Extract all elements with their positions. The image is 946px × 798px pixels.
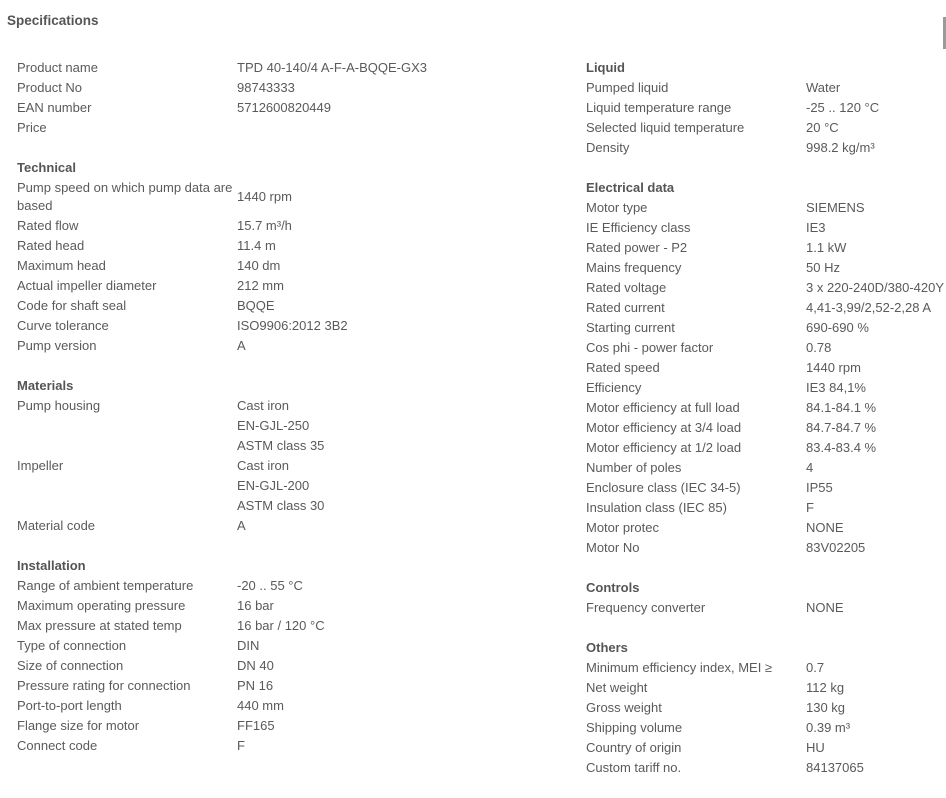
spec-label: Type of connection xyxy=(17,638,127,653)
section-title: Controls xyxy=(586,580,640,595)
spec-value: 212 mm xyxy=(237,278,284,293)
spec-value: TPD 40-140/4 A-F-A-BQQE-GX3 xyxy=(237,60,428,75)
controls-section xyxy=(586,578,946,618)
spec-value: Cast iron xyxy=(237,458,290,473)
spec-label: Product No xyxy=(17,80,83,95)
spec-row xyxy=(17,296,577,316)
spec-value-list xyxy=(237,396,324,456)
spec-value: 690-690 % xyxy=(806,320,869,335)
spec-label: Net weight xyxy=(586,680,648,695)
spec-row xyxy=(586,418,946,438)
spec-row xyxy=(586,498,946,518)
spec-value: 440 mm xyxy=(237,698,284,713)
spec-row xyxy=(586,538,946,558)
spec-value: ASTM class 35 xyxy=(237,438,325,453)
spec-value: 1440 rpm xyxy=(237,189,292,204)
spec-label: Pump speed on which pump data are based xyxy=(17,180,233,213)
spec-row xyxy=(586,678,946,698)
spec-label: Starting current xyxy=(586,320,675,335)
spec-row xyxy=(17,396,577,456)
liquid-section xyxy=(586,58,946,158)
spec-value: 83.4-83.4 % xyxy=(806,440,877,455)
spec-row xyxy=(586,118,946,138)
spec-label: Rated current xyxy=(586,300,665,315)
spec-value: HU xyxy=(806,740,825,755)
spec-value: 4 xyxy=(806,460,814,475)
spec-value: 16 bar / 120 °C xyxy=(237,618,325,633)
spec-label: Port-to-port length xyxy=(17,698,122,713)
spec-label: Rated power - P2 xyxy=(586,240,688,255)
spec-label: Material code xyxy=(17,518,96,533)
spec-label: Number of poles xyxy=(586,460,682,475)
spec-row xyxy=(586,338,946,358)
spec-row xyxy=(586,458,946,478)
spec-row xyxy=(17,216,577,236)
spec-label: Rated speed xyxy=(586,360,660,375)
spec-value: -20 .. 55 °C xyxy=(237,578,303,593)
spec-row xyxy=(17,118,577,138)
spec-row xyxy=(17,456,577,516)
spec-label: Density xyxy=(586,140,630,155)
spec-label: Price xyxy=(17,120,47,135)
materials-section xyxy=(17,376,577,536)
spec-value: 84137065 xyxy=(806,760,864,775)
spec-row xyxy=(586,238,946,258)
motor-no-link[interactable]: 83V02205 xyxy=(806,540,866,555)
spec-value: 1.1 kW xyxy=(806,240,847,255)
spec-value: A xyxy=(237,338,246,353)
spec-row xyxy=(586,478,946,498)
spec-row xyxy=(17,696,577,716)
spec-value: 0.7 xyxy=(806,660,825,675)
spec-value: IP55 xyxy=(806,480,833,495)
spec-value: 15.7 m³/h xyxy=(237,218,292,233)
section-title: Others xyxy=(586,640,628,655)
spec-value-list xyxy=(237,456,324,516)
spec-row xyxy=(17,256,577,276)
spec-value: 50 Hz xyxy=(806,260,840,275)
spec-row xyxy=(586,758,946,778)
spec-value: F xyxy=(806,500,814,515)
spec-row xyxy=(17,98,577,118)
spec-label: Code for shaft seal xyxy=(17,298,127,313)
spec-row xyxy=(586,698,946,718)
spec-row xyxy=(17,58,577,78)
spec-value: A xyxy=(237,518,246,533)
technical-section xyxy=(17,158,577,356)
spec-label: Flange size for motor xyxy=(17,718,140,733)
spec-value: 1440 rpm xyxy=(806,360,861,375)
spec-row xyxy=(586,518,946,538)
spec-label: Pressure rating for connection xyxy=(17,678,191,693)
spec-label: Maximum head xyxy=(17,258,106,273)
spec-value: DIN xyxy=(237,638,260,653)
spec-row xyxy=(586,398,946,418)
spec-label: Shipping volume xyxy=(586,720,683,735)
spec-value: NONE xyxy=(806,520,844,535)
spec-row xyxy=(17,576,577,596)
spec-value: 4,41-3,99/2,52-2,28 A xyxy=(806,300,932,315)
spec-label: Motor efficiency at full load xyxy=(586,400,740,415)
spec-row xyxy=(586,318,946,338)
spec-label: Rated head xyxy=(17,238,85,253)
spec-label: Efficiency xyxy=(586,380,642,395)
spec-label: IE Efficiency class xyxy=(586,220,691,235)
spec-value: IE3 84,1% xyxy=(806,380,866,395)
spec-row xyxy=(17,78,577,98)
spec-label: Pump version xyxy=(17,338,97,353)
spec-value: FF165 xyxy=(237,718,275,733)
spec-value: IE3 xyxy=(806,220,826,235)
spec-row xyxy=(586,258,946,278)
spec-row xyxy=(17,336,577,356)
electrical-section xyxy=(586,178,946,558)
spec-label: Motor protec xyxy=(586,520,659,535)
spec-label: Cos phi - power factor xyxy=(586,340,714,355)
spec-row xyxy=(586,438,946,458)
spec-label: Motor type xyxy=(586,200,648,215)
spec-row xyxy=(17,236,577,256)
spec-value: 11.4 m xyxy=(237,238,276,253)
spec-row xyxy=(586,218,946,238)
spec-value: NONE xyxy=(806,600,844,615)
spec-value: 84.7-84.7 % xyxy=(806,420,877,435)
spec-row xyxy=(586,598,946,618)
installation-section xyxy=(17,556,577,756)
spec-value: 20 °C xyxy=(806,120,839,135)
spec-row xyxy=(17,736,577,756)
spec-value: -25 .. 120 °C xyxy=(806,100,880,115)
spec-label: Custom tariff no. xyxy=(586,760,682,775)
spec-row xyxy=(17,316,577,336)
page-title: Specifications xyxy=(7,13,99,28)
spec-value: Water xyxy=(806,80,841,95)
spec-label: Selected liquid temperature xyxy=(586,120,745,135)
spec-row xyxy=(17,656,577,676)
spec-label: Pump housing xyxy=(17,398,101,413)
spec-value: 84.1-84.1 % xyxy=(806,400,877,415)
spec-value: ISO9906:2012 3B2 xyxy=(237,318,348,333)
spec-row xyxy=(17,636,577,656)
left-column xyxy=(17,58,577,776)
spec-label: Motor efficiency at 1/2 load xyxy=(586,440,742,455)
spec-row xyxy=(17,178,577,216)
spec-value: EN-GJL-250 xyxy=(237,418,310,433)
spec-label: Range of ambient temperature xyxy=(17,578,194,593)
spec-label: Pumped liquid xyxy=(586,80,669,95)
spec-value: 0.78 xyxy=(806,340,832,355)
spec-label: Liquid temperature range xyxy=(586,100,732,115)
spec-value: SIEMENS xyxy=(806,200,865,215)
spec-value: Cast iron xyxy=(237,398,290,413)
spec-row xyxy=(586,718,946,738)
spec-value: F xyxy=(237,738,245,753)
spec-row xyxy=(586,658,946,678)
others-section xyxy=(586,638,946,778)
spec-label: Mains frequency xyxy=(586,260,682,275)
spec-value: 998.2 kg/m³ xyxy=(806,140,875,155)
spec-row xyxy=(586,198,946,218)
spec-label: Rated flow xyxy=(17,218,79,233)
spec-label: Max pressure at stated temp xyxy=(17,618,182,633)
spec-value: DN 40 xyxy=(237,658,274,673)
spec-value: ASTM class 30 xyxy=(237,498,325,513)
spec-label: Impeller xyxy=(17,458,64,473)
spec-label: Insulation class (IEC 85) xyxy=(586,500,727,515)
spec-label: Enclosure class (IEC 34-5) xyxy=(586,480,741,495)
spec-row xyxy=(586,98,946,118)
spec-label: Connect code xyxy=(17,738,98,753)
spec-row xyxy=(586,378,946,398)
spec-row xyxy=(586,298,946,318)
general-section xyxy=(17,58,577,138)
spec-row xyxy=(17,276,577,296)
spec-label: Maximum operating pressure xyxy=(17,598,186,613)
spec-label: Curve tolerance xyxy=(17,318,109,333)
spec-row xyxy=(586,278,946,298)
spec-row xyxy=(17,596,577,616)
spec-value: PN 16 xyxy=(237,678,274,693)
spec-label: Gross weight xyxy=(586,700,662,715)
spec-row xyxy=(17,676,577,696)
spec-label: Frequency converter xyxy=(586,600,706,615)
spec-label: Minimum efficiency index, MEI ≥ xyxy=(586,660,773,675)
spec-label: EAN number xyxy=(17,100,92,115)
spec-value: 0.39 m³ xyxy=(806,720,851,735)
spec-row xyxy=(586,138,946,158)
spec-label: Country of origin xyxy=(586,740,682,755)
spec-value: 98743333 xyxy=(237,80,295,95)
spec-row xyxy=(586,738,946,758)
section-title: Materials xyxy=(17,378,74,393)
spec-value: 5712600820449 xyxy=(237,100,331,115)
spec-value: 3 x 220-240D/380-420Y xyxy=(806,280,945,295)
spec-row xyxy=(17,516,577,536)
spec-label: Motor efficiency at 3/4 load xyxy=(586,420,742,435)
spec-value: 16 bar xyxy=(237,598,274,613)
spec-label: Size of connection xyxy=(17,658,124,673)
spec-label: Actual impeller diameter xyxy=(17,278,157,293)
section-title: Liquid xyxy=(586,60,625,75)
section-title: Installation xyxy=(17,558,86,573)
spec-row xyxy=(586,358,946,378)
spec-value: 130 kg xyxy=(806,700,846,715)
right-column xyxy=(586,58,946,798)
spec-row xyxy=(17,616,577,636)
spec-row xyxy=(586,78,946,98)
spec-value: 112 kg xyxy=(806,680,845,695)
spec-value: 140 dm xyxy=(237,258,281,273)
spec-row xyxy=(17,716,577,736)
section-title: Electrical data xyxy=(586,180,675,195)
section-title: Technical xyxy=(17,160,77,175)
spec-label: Product name xyxy=(17,60,98,75)
spec-value: EN-GJL-200 xyxy=(237,478,310,493)
spec-label: Motor No xyxy=(586,540,640,555)
spec-label: Rated voltage xyxy=(586,280,667,295)
spec-value: BQQE xyxy=(237,298,275,313)
